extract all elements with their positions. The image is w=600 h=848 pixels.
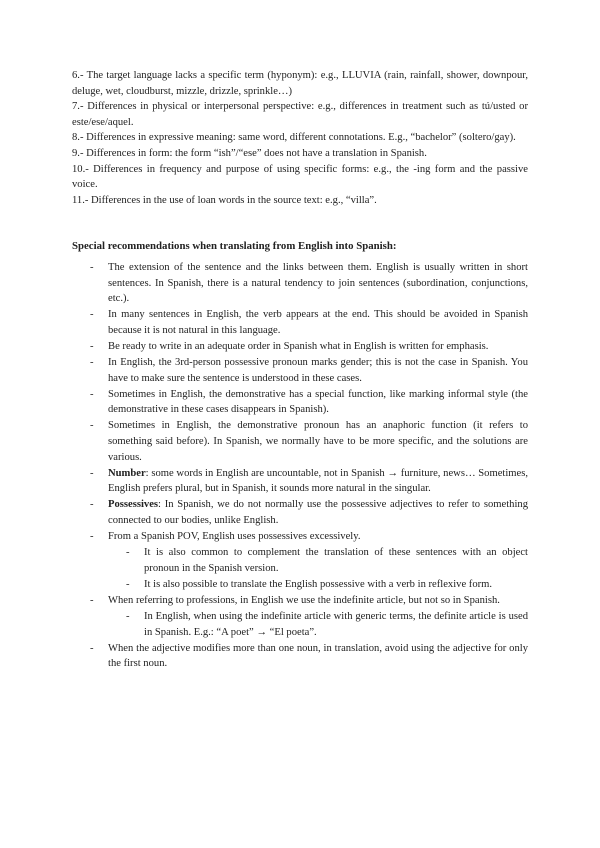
bullet-text: Sometimes in English, the demonstrative has a special function, like marking informal style (the demonstrative in these cases disappears in Spanish). [108,388,528,416]
bullet-item [72,260,528,307]
bullet-text: From a Spanish POV, English uses possessives excessively. [108,531,361,543]
dash-marker: - [90,309,94,321]
bullet-item [72,641,528,672]
dash-marker: - [90,340,94,352]
list-item-8: 8.- Differences in expressive meaning: same word, different connotations. E.g., “bachelor” (soltero/gay). [72,132,516,144]
list-item-7: 7.- Differences in physical or interpersonal perspective: e.g., differences in treatment such as tú/usted or este/ese/aquel. [72,101,528,128]
bullet-item [72,339,528,355]
bullet-item [72,355,528,386]
bullet-item-number [72,466,528,497]
list-item-9: 9.- Differences in form: the form “ish”/“ese” does not have a translation in Spanish. [72,147,427,159]
dash-marker: - [90,420,94,432]
bullet-item [72,593,528,609]
numbered-differences-list [72,68,528,208]
dash-marker: - [90,531,94,543]
bullet-text: In English, the 3rd-person possessive pronoun marks gender; this is not the case in Spanish. You have to make sure the sentence is understood in these cases. [108,357,528,384]
list-item-10: 10.- Differences in frequency and purpose of using specific forms: e.g., the -ing form and the passive voice. [72,163,528,191]
sub-bullet-item [72,545,528,576]
bullet-text: : In Spanish, we do not normally use the possessive adjectives to refer to something connected to our bodies, unlike English. [108,499,528,526]
dash-marker: - [126,547,130,559]
bullet-label-possessives: Possessives [108,499,159,511]
dash-marker: - [90,499,94,511]
section-heading: Special recommendations when translating from English into Spanish: [72,240,397,253]
bullet-item [72,307,528,338]
bullet-item [72,529,528,545]
bullet-text: The extension of the sentence and the links between them. English is usually written in short sentences. In Spanish, there is a natural tendency to join sentences (subordination, conjunctions, etc.). [108,261,528,305]
bullet-text: Sometimes in English, the demonstrative pronoun has an anaphoric function (it refers to something said before). In Spanish, we normally have to be more specific, and the solutions are various. [108,420,528,463]
bullet-text: : some words in English are uncountable, not in Spanish → furniture, news… Sometimes, English prefers plural, but in Spanish, it sounds more natural in the singular. [108,467,528,495]
dash-marker: - [90,594,94,606]
sub-bullet-item [72,609,528,640]
bullet-text: In many sentences in English, the verb appears at the end. This should be avoided in Spanish because it is not natural in this language. [108,309,528,336]
dash-marker: - [90,642,94,654]
sub-bullet-item [72,577,528,593]
bullet-item [72,418,528,465]
dash-marker: - [126,611,130,622]
dash-marker: - [90,467,94,479]
bullet-label-number: Number [108,467,146,479]
sub-bullet-text: In English, when using the indefinite article with generic terms, the definite article is used in Spanish. E.g.: “A poet” → “El poeta”. [144,611,528,638]
bullet-item-possessives [72,497,528,528]
sub-bullet-text: It is also possible to translate the English possessive with a verb in reflexive form. [144,578,493,590]
bullet-item [72,387,528,418]
bullet-text: When referring to professions, in English we use the indefinite article, but not so in Spanish. [108,594,500,606]
dash-marker: - [126,578,130,590]
dash-marker: - [90,261,94,273]
dash-marker: - [90,357,94,368]
list-item-11: 11.- Differences in the use of loan words in the source text: e.g., “villa”. [72,194,377,206]
bullet-text: When the adjective modifies more than one noun, in translation, avoid using the adjective for only the first noun. [108,642,528,670]
recommendations-list [72,260,528,672]
sub-bullet-text: It is also common to complement the translation of these sentences with an object pronoun in the Spanish version. [144,547,528,574]
list-item-6: 6.- The target language lacks a specific term (hyponym): e.g., LLUVIA (rain, rainfall, shower, downpour, deluge, wet, cloudburst, mizzle, drizzle, sprinkle…) [72,70,528,97]
bullet-text: Be ready to write in an adequate order in Spanish what in English is written for emphasis. [108,340,489,352]
document-page [72,68,528,672]
dash-marker: - [90,388,94,400]
